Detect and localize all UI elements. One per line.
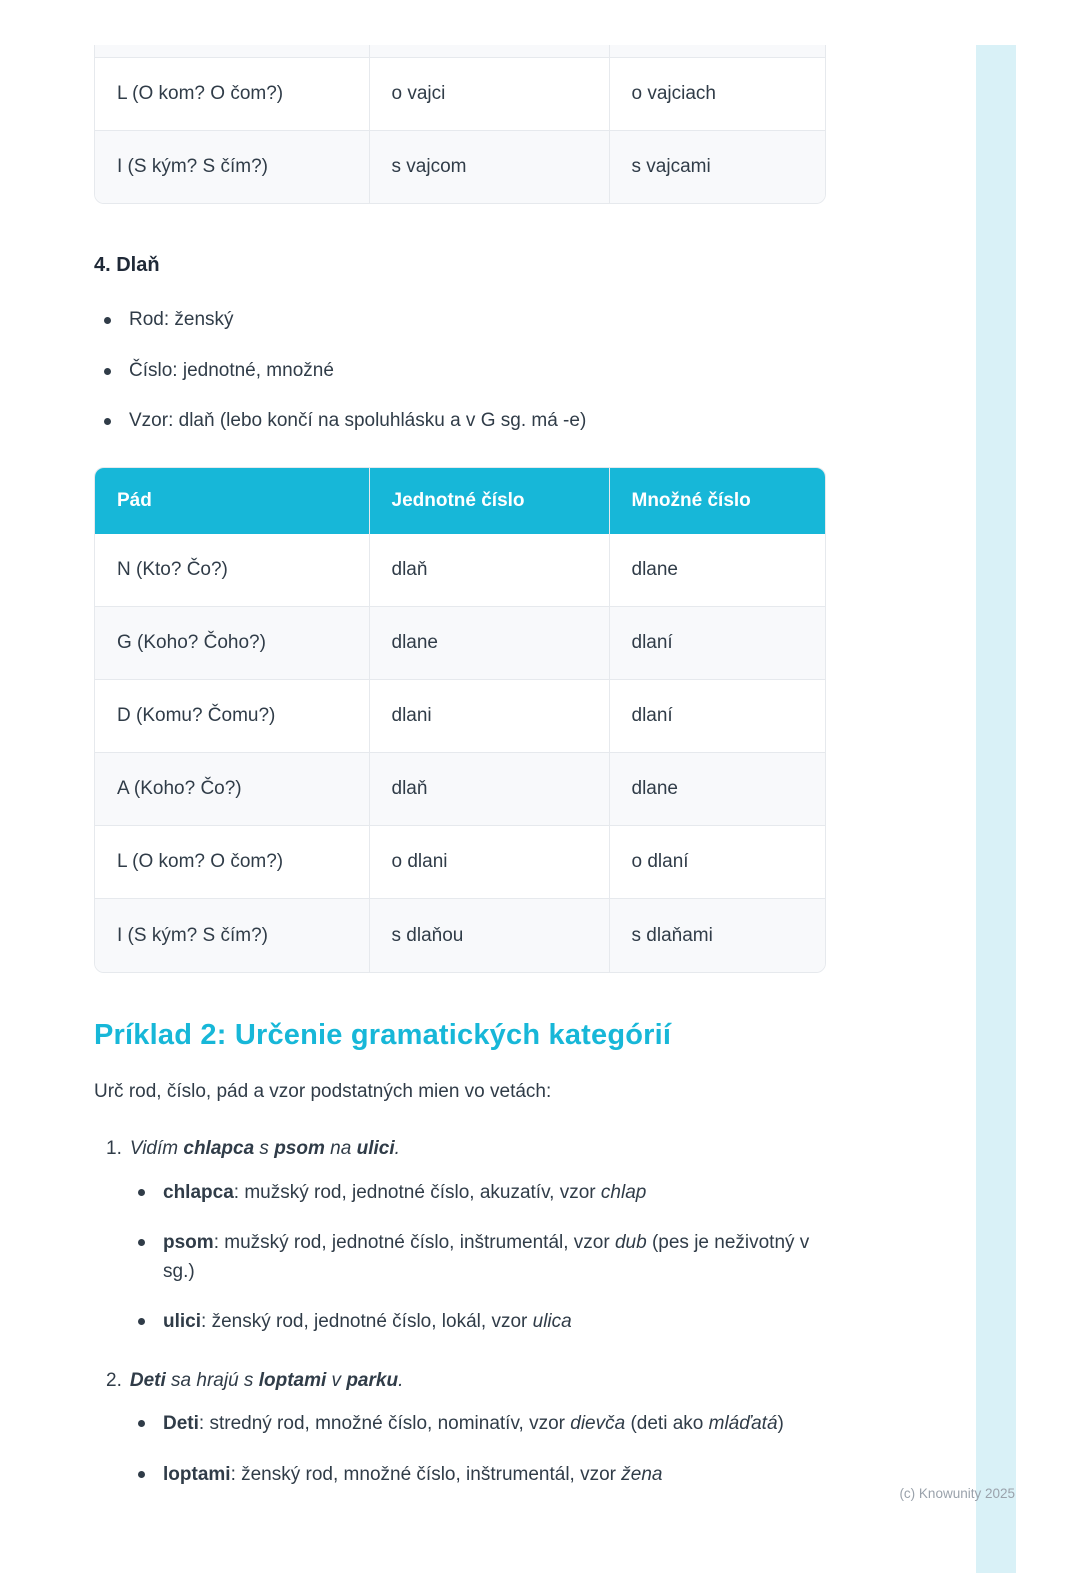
- table-row: [95, 753, 826, 826]
- bullet-icon: [104, 368, 111, 375]
- table-cell: L (O kom? O čom?): [95, 57, 369, 130]
- analysis-text: ulici: ženský rod, jednotné číslo, lokál, vzor ulica: [163, 1311, 572, 1333]
- column-header: Jednotné číslo: [369, 468, 609, 534]
- dlan-properties-list: [94, 307, 826, 435]
- example-sentence: Deti sa hrajú s loptami v parku.: [129, 1369, 404, 1391]
- column-header: Množné číslo: [609, 468, 826, 534]
- page-content: [0, 45, 826, 1489]
- analysis-text: loptami: ženský rod, množné číslo, inštrumentál, vzor žena: [163, 1463, 663, 1485]
- column-header: Pád: [95, 468, 369, 534]
- bullet-icon: [138, 1239, 145, 1246]
- table-header-row: [95, 468, 826, 534]
- list-item: [94, 408, 826, 435]
- list-item-text: Vzor: dlaň (lebo končí na spoluhlásku a v G sg. má -e): [129, 410, 587, 432]
- section-heading-dlan: 4. Dlaň: [94, 254, 160, 276]
- example-analysis-list: [128, 1410, 826, 1489]
- bullet-icon: [104, 317, 111, 324]
- table-cell: I (S kým? S čím?): [95, 130, 369, 203]
- table-cell: o dlani: [369, 826, 609, 899]
- example-item-1: [94, 1135, 826, 1337]
- table-cell: A (Koho? Čo?): [95, 753, 369, 826]
- table-cell: o dlaní: [609, 826, 826, 899]
- examples-list: [94, 1135, 826, 1489]
- table-cell: dlaní: [609, 607, 826, 680]
- example-number: 1.: [106, 1138, 122, 1160]
- table-cell: s vajcami: [609, 130, 826, 203]
- dlan-declension-table: [94, 467, 826, 973]
- table-row: [95, 534, 826, 607]
- table-cell: D (Komu? Čomu?): [95, 680, 369, 753]
- example-sentence: Vidím chlapca s psom na ulici.: [129, 1138, 400, 1160]
- analysis-text: Deti: stredný rod, množné číslo, nominatív, vzor dievča (deti ako mláďatá): [163, 1413, 784, 1435]
- analysis-item: [128, 1179, 818, 1208]
- analysis-item: [128, 1308, 818, 1337]
- analysis-item: [128, 1410, 818, 1439]
- example-item-2: [94, 1367, 826, 1490]
- table-row: [95, 607, 826, 680]
- table-row: [95, 680, 826, 753]
- page-side-stripe: [976, 45, 1016, 1573]
- table-cell: G (Koho? Čoho?): [95, 607, 369, 680]
- table-cell: dlaň: [369, 753, 609, 826]
- table-cell: dlane: [631, 559, 678, 581]
- bullet-icon: [138, 1189, 145, 1196]
- table-cell: dlane: [369, 607, 609, 680]
- list-item-text: Číslo: jednotné, množné: [129, 359, 334, 381]
- table-cell: [369, 45, 609, 57]
- example-analysis-list: [128, 1179, 826, 1337]
- copyright-note: (c) Knowunity 2025: [899, 1486, 1015, 1501]
- table-row: [95, 899, 826, 972]
- table-cell: s vajcom: [369, 130, 609, 203]
- table-row-partial: [95, 45, 826, 57]
- table-cell: o vajci: [369, 57, 609, 130]
- table-row: [95, 826, 826, 899]
- table-cell: dlani: [369, 680, 609, 753]
- example2-intro: Urč rod, číslo, pád a vzor podstatných mien vo vetách:: [94, 1080, 552, 1102]
- dlan-table: [95, 468, 826, 972]
- table-cell: N (Kto? Čo?): [95, 534, 369, 607]
- bullet-icon: [138, 1318, 145, 1325]
- table-cell: [95, 45, 369, 57]
- bullet-icon: [138, 1420, 145, 1427]
- table-row: [95, 130, 826, 203]
- table-cell: dlaní: [609, 680, 826, 753]
- example2-heading: Príklad 2: Určenie gramatických kategórií: [94, 1018, 672, 1051]
- example-sentence-row: [94, 1135, 826, 1163]
- table-cell: L (O kom? O čom?): [95, 826, 369, 899]
- bullet-icon: [104, 418, 111, 425]
- example-number: 2.: [106, 1369, 122, 1391]
- analysis-text: chlapca: mužský rod, jednotné číslo, akuzatív, vzor chlap: [163, 1181, 647, 1203]
- bullet-icon: [138, 1471, 145, 1478]
- table-cell: I (S kým? S čím?): [95, 899, 369, 972]
- example-sentence-row: [94, 1367, 826, 1395]
- analysis-item: [128, 1229, 818, 1286]
- analysis-item: [128, 1461, 818, 1490]
- list-item: [94, 307, 826, 334]
- table-row: [95, 57, 826, 130]
- table-cell: o vajciach: [609, 57, 826, 130]
- list-item: [94, 358, 826, 385]
- table-cell: [609, 45, 826, 57]
- list-item-text: Rod: ženský: [129, 309, 234, 330]
- table-cell: s dlaňami: [609, 899, 826, 972]
- vajce-declension-table: [94, 45, 826, 204]
- analysis-text: psom: mužský rod, jednotné číslo, inštrumentál, vzor dub (pes je neživotný v sg.): [163, 1232, 810, 1282]
- table-cell: dlaň: [369, 534, 609, 607]
- vajce-table: [95, 45, 826, 203]
- table-cell: dlane: [609, 753, 826, 826]
- table-cell: s dlaňou: [369, 899, 609, 972]
